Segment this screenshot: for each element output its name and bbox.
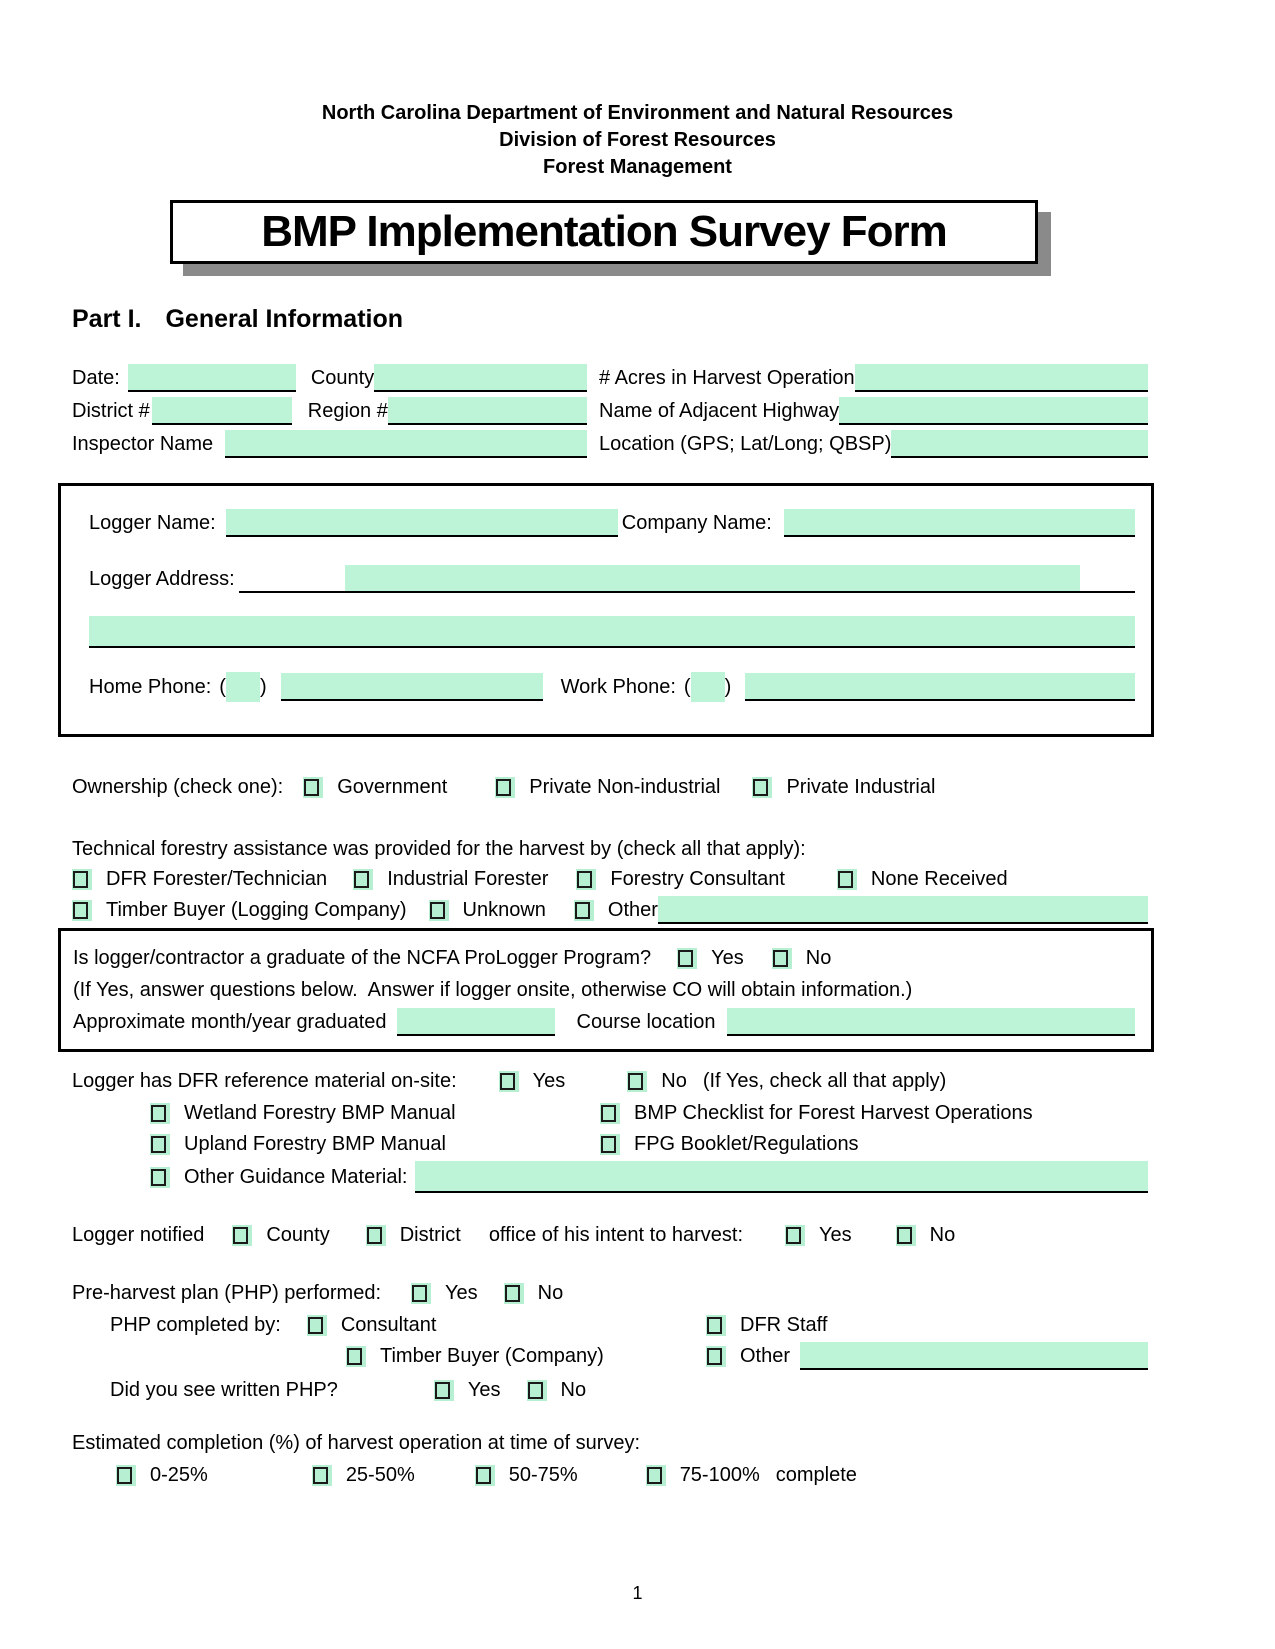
completion-50-75-label: 50-75% [508, 1463, 578, 1486]
date-field[interactable] [128, 364, 296, 392]
logger-address-field-2[interactable] [89, 616, 1135, 648]
prologger-note-row [73, 975, 1135, 1005]
php-written-yes-label: Yes [467, 1378, 501, 1401]
notified-county-checkbox[interactable] [232, 1225, 252, 1246]
page-number: 1 [632, 1583, 643, 1603]
notified-district-label: District [399, 1223, 461, 1246]
completion-50-75-checkbox[interactable] [475, 1465, 495, 1486]
refmat-other-checkbox[interactable] [150, 1167, 170, 1188]
php-performed-label: Pre-harvest plan (PHP) performed: [72, 1281, 382, 1304]
part1-title: General Information [165, 305, 404, 333]
notified-yes-label: Yes [819, 1223, 852, 1246]
location-label: Location (GPS; Lat/Long; QBSP) [599, 432, 892, 455]
prologger-grad-row [73, 1007, 1135, 1037]
work-phone-label: Work Phone: [560, 675, 676, 698]
highway-field[interactable] [839, 397, 1148, 425]
ownership-government-label: Government [337, 775, 448, 798]
prologger-box [58, 928, 1154, 1052]
inspector-label: Inspector Name [72, 432, 214, 455]
logger-name-row [89, 508, 1135, 538]
logger-name-field[interactable] [226, 509, 618, 537]
assist-forestry-consultant-checkbox[interactable] [576, 869, 596, 890]
assist-forestry-consultant-label: Forestry Consultant [610, 867, 785, 890]
assist-row-1 [72, 864, 1148, 894]
assist-unknown-checkbox[interactable] [429, 900, 449, 921]
part1-label: Part I. [72, 305, 142, 333]
php-performed-row [72, 1278, 1148, 1308]
completion-label-row [72, 1428, 1148, 1458]
header-division: Division of Forest Resources [499, 129, 776, 151]
assist-industrial-forester-checkbox[interactable] [353, 869, 373, 890]
ownership-government-checkbox[interactable] [303, 777, 323, 798]
prologger-no-checkbox[interactable] [772, 948, 792, 969]
part1-heading [72, 305, 403, 334]
notified-prefix: Logger notified [72, 1223, 205, 1246]
prologger-question-row [73, 943, 1135, 973]
home-phone-label: Home Phone: [89, 675, 212, 698]
notified-yes-checkbox[interactable] [785, 1225, 805, 1246]
prologger-note: (If Yes, answer questions below. Answer if logger onsite, otherwise CO will obtain information.) [73, 978, 913, 1001]
gen-row-1 [72, 363, 1148, 393]
refmat-checklist-label: BMP Checklist for Forest Harvest Operations [634, 1101, 1033, 1124]
logger-name-label: Logger Name: [89, 511, 216, 534]
gen-row-2 [72, 396, 1148, 426]
refmat-other-label: Other Guidance Material: [184, 1165, 408, 1188]
logger-address-underline [239, 565, 345, 593]
refmat-upland-label: Upland Forestry BMP Manual [184, 1132, 446, 1155]
course-location-field[interactable] [727, 1008, 1135, 1036]
refmat-row-3 [150, 1160, 1148, 1194]
assist-other-checkbox[interactable] [574, 900, 594, 921]
acres-label: # Acres in Harvest Operation [599, 366, 855, 389]
refmat-no-label: No [661, 1069, 687, 1092]
company-name-label: Company Name: [621, 511, 772, 534]
other-assistance-field[interactable] [658, 896, 1148, 924]
refmat-upland-checkbox[interactable] [150, 1134, 170, 1155]
refmat-wetland-checkbox[interactable] [150, 1103, 170, 1124]
location-field[interactable] [891, 430, 1148, 458]
assist-label: Technical forestry assistance was provided for the harvest by (check all that apply): [72, 837, 806, 860]
county-label: County [310, 366, 375, 389]
logger-address-underline-2 [1080, 565, 1135, 593]
header-dept: North Carolina Department of Environment and Natural Resources [321, 102, 954, 124]
highway-label: Name of Adjacent Highway [599, 399, 840, 422]
ownership-label: Ownership (check one): [72, 775, 284, 798]
refmat-yes-checkbox[interactable] [499, 1071, 519, 1092]
php-dfrstaff-label: DFR Staff [740, 1313, 828, 1336]
php-other-label: Other [740, 1344, 791, 1367]
notified-district-checkbox[interactable] [366, 1225, 386, 1246]
work-phone-lparen: ( [683, 675, 691, 698]
php-timberbuyer-label: Timber Buyer (Company) [380, 1344, 604, 1367]
php-written-label: Did you see written PHP? [110, 1378, 338, 1401]
district-label: District # [72, 399, 150, 422]
php-dfrstaff-checkbox[interactable] [706, 1315, 726, 1336]
notified-no-label: No [929, 1223, 956, 1246]
assist-other-label: Other [607, 898, 658, 921]
php-yes-label: Yes [445, 1281, 478, 1304]
phone-row [89, 672, 1135, 702]
refmat-label: Logger has DFR reference material on-site: [72, 1069, 457, 1092]
php-no-checkbox[interactable] [504, 1283, 524, 1304]
assist-label-row [72, 834, 1148, 864]
assist-timber-buyer-checkbox[interactable] [72, 900, 92, 921]
completion-0-25-label: 0-25% [150, 1463, 208, 1486]
refmat-no-checkbox[interactable] [627, 1071, 647, 1092]
prologger-no-label: No [805, 946, 832, 969]
notified-row [72, 1220, 1148, 1250]
ownership-row [72, 772, 1148, 802]
assist-industrial-forester-label: Industrial Forester [387, 867, 549, 890]
work-phone-field[interactable] [745, 673, 1135, 701]
ownership-private-nonindustrial-label: Private Non-industrial [529, 775, 721, 798]
completion-0-25-checkbox[interactable] [116, 1465, 136, 1486]
php-timberbuyer-checkbox[interactable] [346, 1346, 366, 1367]
inspector-field[interactable] [225, 430, 587, 458]
php-written-yes-checkbox[interactable] [434, 1380, 454, 1401]
completion-25-50-checkbox[interactable] [312, 1465, 332, 1486]
php-no-label: No [537, 1281, 564, 1304]
completion-75-100-label: 75-100% [679, 1463, 760, 1486]
other-guidance-field[interactable] [415, 1161, 1148, 1193]
refmat-fpg-label: FPG Booklet/Regulations [634, 1132, 859, 1155]
prologger-course-label: Course location [576, 1010, 716, 1033]
php-written-no-label: No [560, 1378, 587, 1401]
header-section: Forest Management [543, 156, 732, 178]
region-field[interactable] [388, 397, 587, 425]
php-completedby-row [110, 1310, 1148, 1340]
form-title: BMP Implementation Survey Form [261, 207, 947, 256]
work-phone-rparen: ) [724, 675, 732, 698]
assist-dfr-forester-label: DFR Forester/Technician [106, 867, 328, 890]
notified-no-checkbox[interactable] [896, 1225, 916, 1246]
prologger-grad-label: Approximate month/year graduated [73, 1010, 387, 1033]
ownership-private-nonindustrial-checkbox[interactable] [495, 777, 515, 798]
completion-25-50-label: 25-50% [345, 1463, 415, 1486]
home-phone-lparen: ( [219, 675, 226, 698]
php-consultant-label: Consultant [340, 1313, 437, 1336]
work-phone-area-field[interactable] [691, 672, 725, 702]
php-other-checkbox[interactable] [706, 1346, 726, 1367]
refmat-checklist-checkbox[interactable] [600, 1103, 620, 1124]
prologger-yes-label: Yes [711, 946, 744, 969]
ownership-private-industrial-checkbox[interactable] [752, 777, 772, 798]
notified-county-label: County [266, 1223, 330, 1246]
prologger-yes-checkbox[interactable] [677, 948, 697, 969]
notified-suffix: office of his intent to harvest: [488, 1223, 744, 1246]
refmat-fpg-checkbox[interactable] [600, 1134, 620, 1155]
php-timber-row [346, 1341, 1148, 1371]
acres-field[interactable] [855, 364, 1148, 392]
logger-info-box [58, 483, 1154, 737]
home-phone-area-field[interactable] [226, 672, 260, 702]
ownership-private-industrial-label: Private Industrial [786, 775, 936, 798]
refmat-wetland-label: Wetland Forestry BMP Manual [184, 1101, 456, 1124]
php-written-row [110, 1375, 1148, 1405]
home-phone-rparen: ) [259, 675, 267, 698]
date-label: Date: [72, 366, 120, 389]
refmat-yes-label: Yes [532, 1069, 566, 1092]
refmat-row-1 [150, 1098, 1148, 1128]
region-label: Region # [307, 399, 388, 422]
graduation-date-field[interactable] [397, 1008, 555, 1036]
logger-address-row [89, 564, 1135, 594]
assist-dfr-forester-checkbox[interactable] [72, 869, 92, 890]
assist-none-received-label: None Received [870, 867, 1008, 890]
assist-row-2 [72, 895, 1148, 925]
company-name-field[interactable] [784, 509, 1135, 537]
completion-label: Estimated completion (%) of harvest operation at time of survey: [72, 1431, 641, 1454]
refmat-note: (If Yes, check all that apply) [702, 1069, 947, 1092]
home-phone-field[interactable] [281, 673, 543, 701]
district-field[interactable] [152, 397, 292, 425]
assist-timber-buyer-label: Timber Buyer (Logging Company) [106, 898, 407, 921]
form-title-box [170, 200, 1038, 264]
logger-address-label: Logger Address: [89, 567, 235, 590]
completion-suffix: complete [775, 1463, 857, 1486]
php-completedby-label: PHP completed by: [110, 1313, 281, 1336]
php-written-no-checkbox[interactable] [527, 1380, 547, 1401]
php-yes-checkbox[interactable] [411, 1283, 431, 1304]
assist-unknown-label: Unknown [462, 898, 546, 921]
county-field[interactable] [374, 364, 587, 392]
refmat-row-2 [150, 1129, 1148, 1159]
logger-address-field-1[interactable] [345, 565, 1080, 593]
assist-none-received-checkbox[interactable] [837, 869, 857, 890]
php-consultant-checkbox[interactable] [307, 1315, 327, 1336]
php-other-field[interactable] [800, 1342, 1148, 1370]
refmat-label-row [72, 1066, 1148, 1096]
completion-options-row [116, 1460, 1148, 1490]
completion-75-100-checkbox[interactable] [646, 1465, 666, 1486]
prologger-question: Is logger/contractor a graduate of the NCFA ProLogger Program? [73, 946, 652, 969]
logger-address-row-2 [89, 616, 1135, 648]
gen-row-3 [72, 429, 1148, 459]
